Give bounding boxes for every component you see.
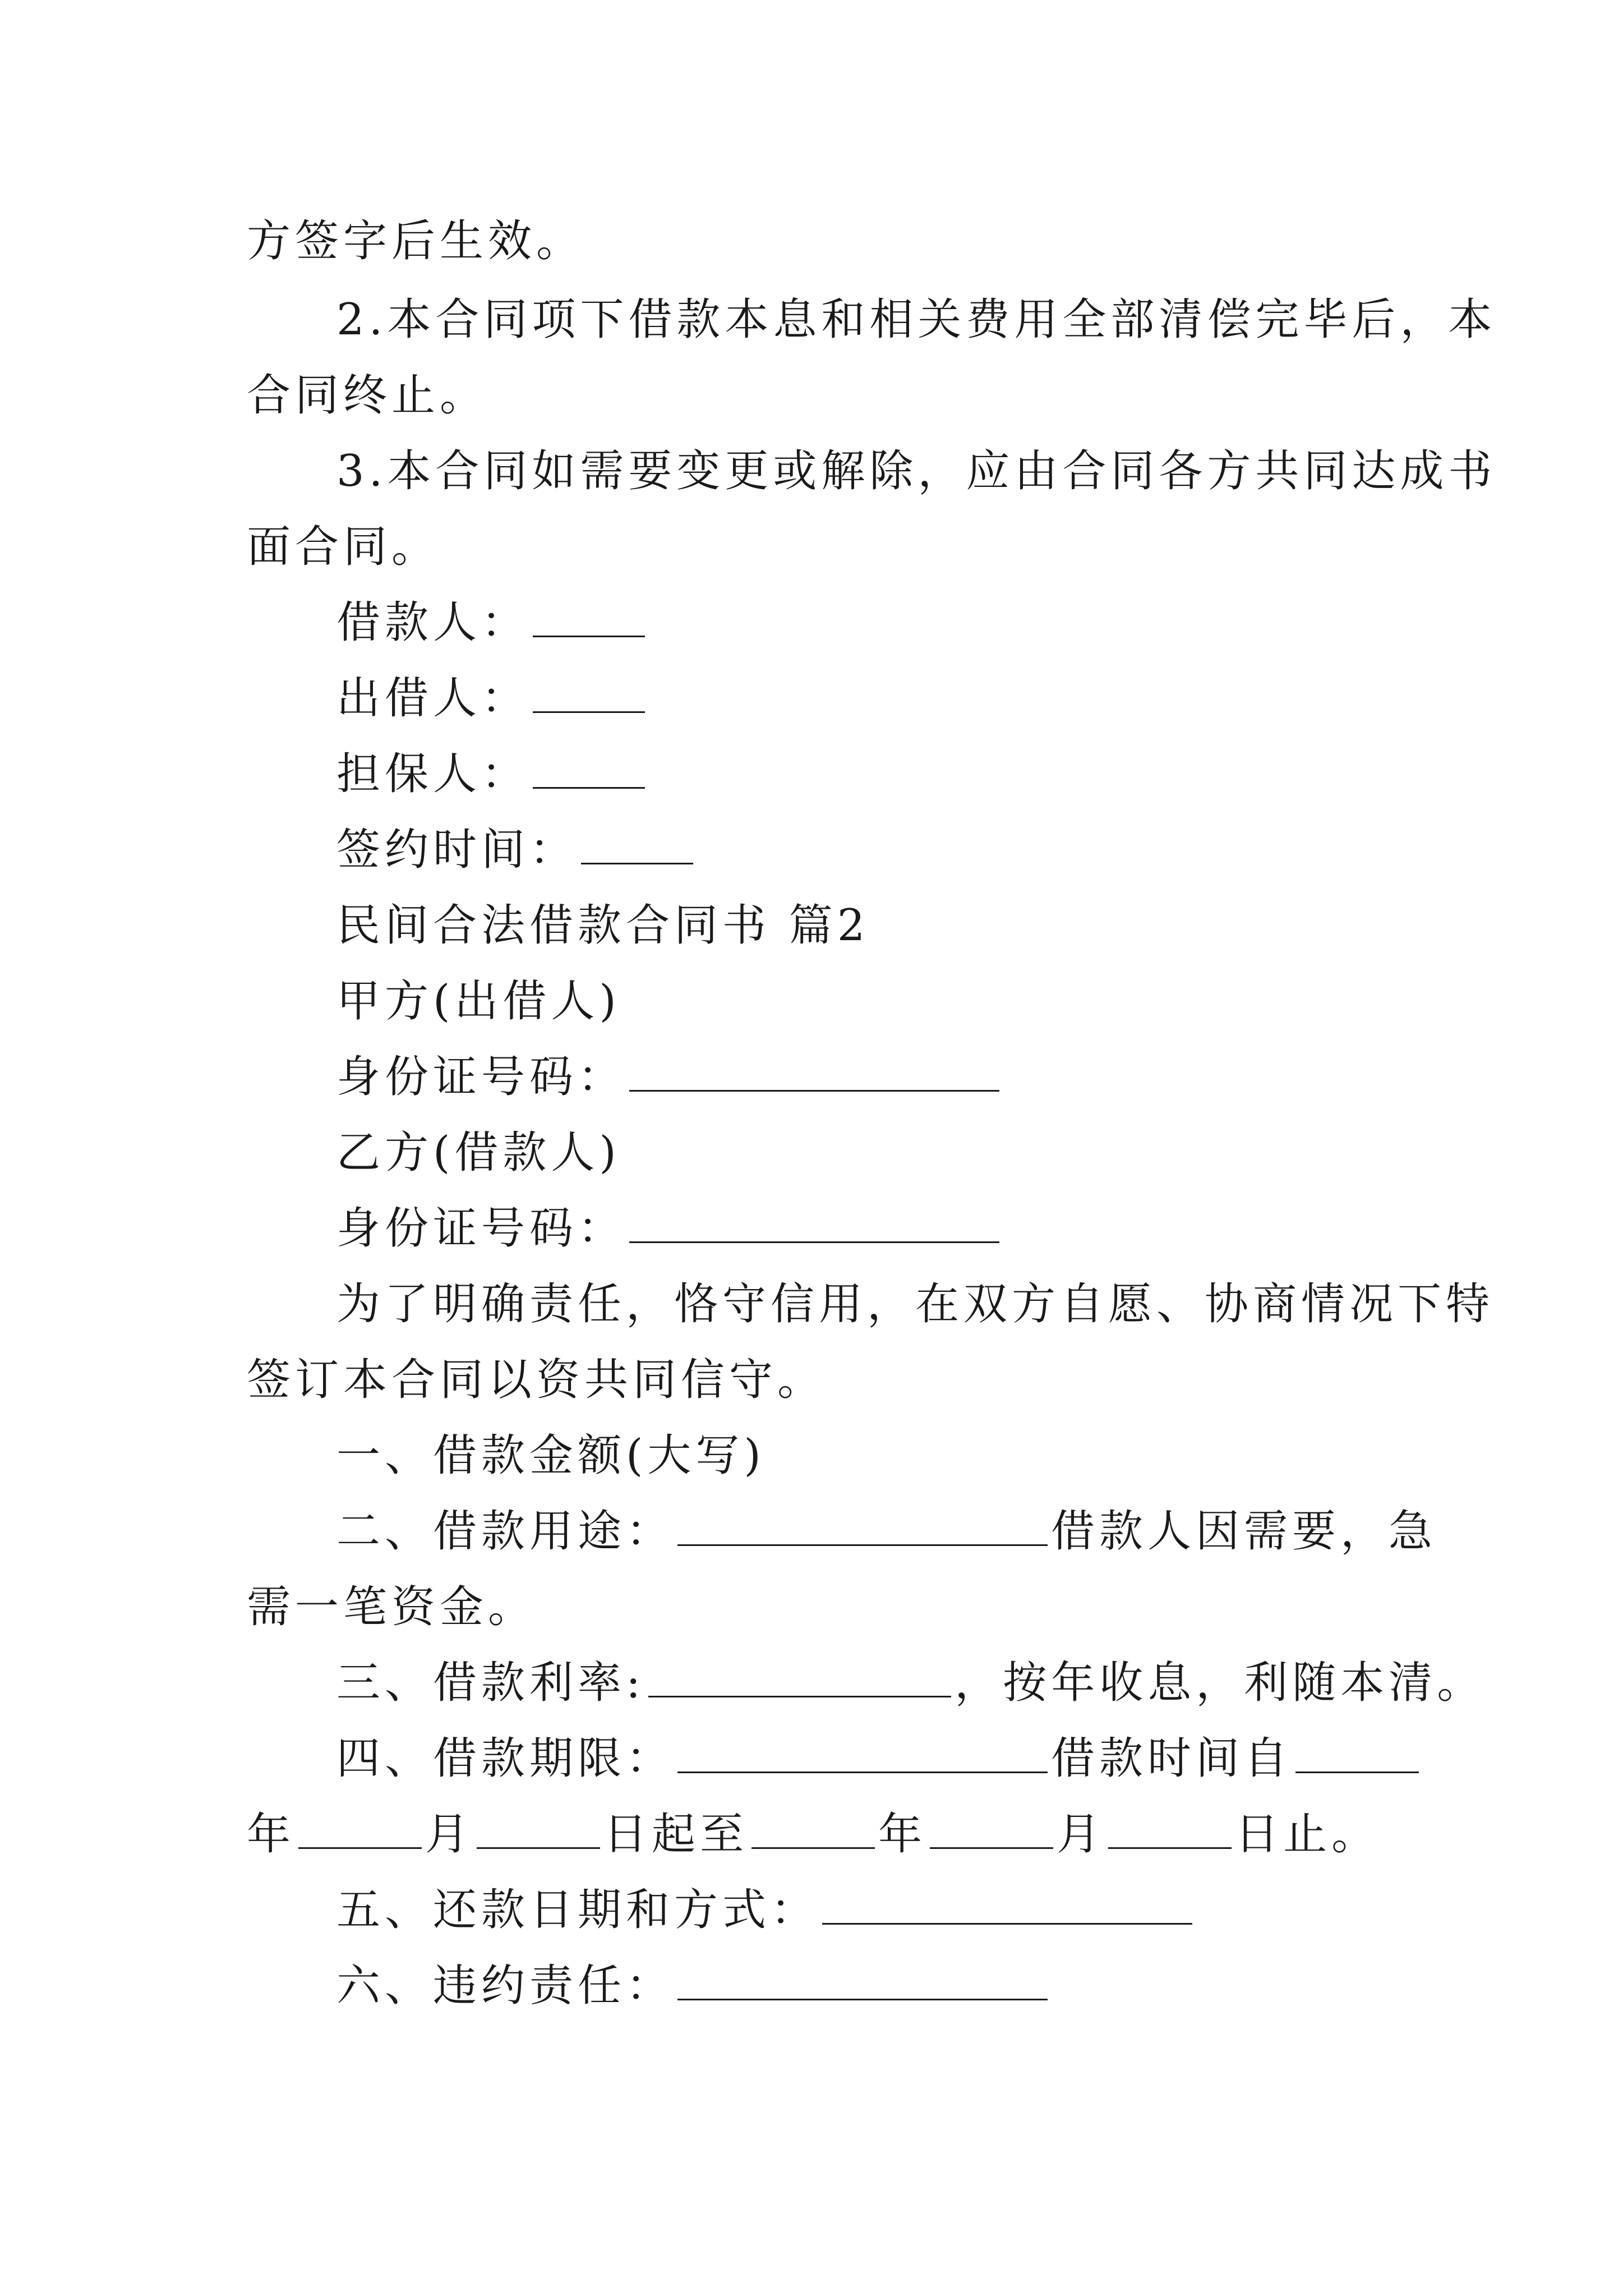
id-b-line xyxy=(336,1200,1003,1257)
party-a-line xyxy=(336,973,621,1029)
purpose-line xyxy=(336,1503,1437,1559)
party-a-label: 甲方(出借人) xyxy=(336,976,621,1027)
end-month-blank[interactable] xyxy=(930,1808,1053,1849)
id-b-blank[interactable] xyxy=(629,1202,999,1243)
term-blank[interactable] xyxy=(677,1732,1048,1773)
text: 签订本合同以资共同信守。 xyxy=(247,1355,826,1405)
text-line xyxy=(336,292,1496,348)
term-line xyxy=(336,1731,1422,1787)
default-line xyxy=(336,1958,1051,2014)
id-a-blank[interactable] xyxy=(629,1051,999,1092)
repay-line xyxy=(336,1882,1196,1938)
amount-line xyxy=(336,1428,766,1484)
purpose-blank[interactable] xyxy=(677,1505,1048,1546)
sign-time-blank[interactable] xyxy=(581,823,693,864)
text-line xyxy=(247,213,584,269)
lender-blank[interactable] xyxy=(533,672,645,713)
end-label: 日止。 xyxy=(1235,1809,1380,1860)
text: 3.本合同如需要变更或解除，应由合同各方共同达成书 xyxy=(336,446,1497,496)
party-b-line xyxy=(336,1125,621,1181)
guarantor-label: 担保人： xyxy=(336,749,530,799)
term-label: 四、借款期限： xyxy=(336,1733,675,1784)
lender-label: 出借人： xyxy=(336,673,530,724)
year-label: 年 xyxy=(247,1809,296,1860)
rate-line xyxy=(336,1655,1485,1711)
text: 为了明确责任，恪守信用，在双方自愿、协商情况下特 xyxy=(336,1279,1495,1329)
month-blank[interactable] xyxy=(298,1808,422,1849)
text-line xyxy=(247,519,440,575)
intro-line-1 xyxy=(336,1276,1494,1332)
rate-blank[interactable] xyxy=(648,1657,951,1697)
text: 合同终止。 xyxy=(247,370,488,421)
text: 2.本合同项下借款本息和相关费用全部清偿完毕后，本 xyxy=(336,295,1497,345)
end-day-blank[interactable] xyxy=(1108,1808,1232,1849)
text: 需一笔资金。 xyxy=(247,1582,537,1632)
rate-label: 三、借款利率: xyxy=(336,1658,645,1708)
end-month-label: 月 xyxy=(1057,1809,1105,1860)
purpose-text: 借款人因需要，急 xyxy=(1051,1506,1437,1557)
intro-line-2 xyxy=(247,1352,826,1408)
term-text: 借款时间自 xyxy=(1051,1733,1293,1784)
repay-label: 五、还款日期和方式： xyxy=(336,1885,819,1935)
purpose-cont-line xyxy=(247,1579,536,1635)
id-a-line xyxy=(336,1049,1003,1105)
end-year-blank[interactable] xyxy=(751,1808,875,1849)
from-label: 日起至 xyxy=(603,1809,749,1860)
borrower-label: 借款人： xyxy=(336,597,530,648)
text-line xyxy=(247,367,488,424)
lender-line xyxy=(336,670,648,726)
term-start-blank[interactable] xyxy=(1295,1732,1419,1773)
party-b-label: 乙方(借款人) xyxy=(336,1128,621,1178)
sign-time-label: 签约时间： xyxy=(336,825,578,875)
default-label: 六、违约责任： xyxy=(336,1961,675,2011)
id-b-label: 身份证号码： xyxy=(336,1203,626,1254)
default-blank[interactable] xyxy=(677,1959,1048,2000)
borrower-blank[interactable] xyxy=(533,596,645,637)
text: 面合同。 xyxy=(247,522,440,572)
guarantor-line xyxy=(336,746,648,802)
date-range-line xyxy=(247,1806,1380,1862)
section-title xyxy=(336,898,869,954)
purpose-label: 二、借款用途： xyxy=(336,1506,675,1557)
sign-time-line xyxy=(336,822,697,878)
end-year-label: 年 xyxy=(878,1809,927,1860)
borrower-line xyxy=(336,595,648,651)
text: 方签字后生效。 xyxy=(247,216,585,266)
section-title-text: 民间合法借款合同书 篇2 xyxy=(336,900,870,951)
guarantor-blank[interactable] xyxy=(533,748,645,789)
text-line xyxy=(336,443,1496,499)
repay-blank[interactable] xyxy=(822,1884,1192,1925)
day-blank[interactable] xyxy=(477,1808,600,1849)
rate-text: ，按年收息，利随本清。 xyxy=(955,1658,1486,1708)
month-label: 月 xyxy=(425,1809,474,1860)
amount-label: 一、借款金额(大写) xyxy=(336,1430,766,1481)
id-a-label: 身份证号码： xyxy=(336,1052,626,1102)
